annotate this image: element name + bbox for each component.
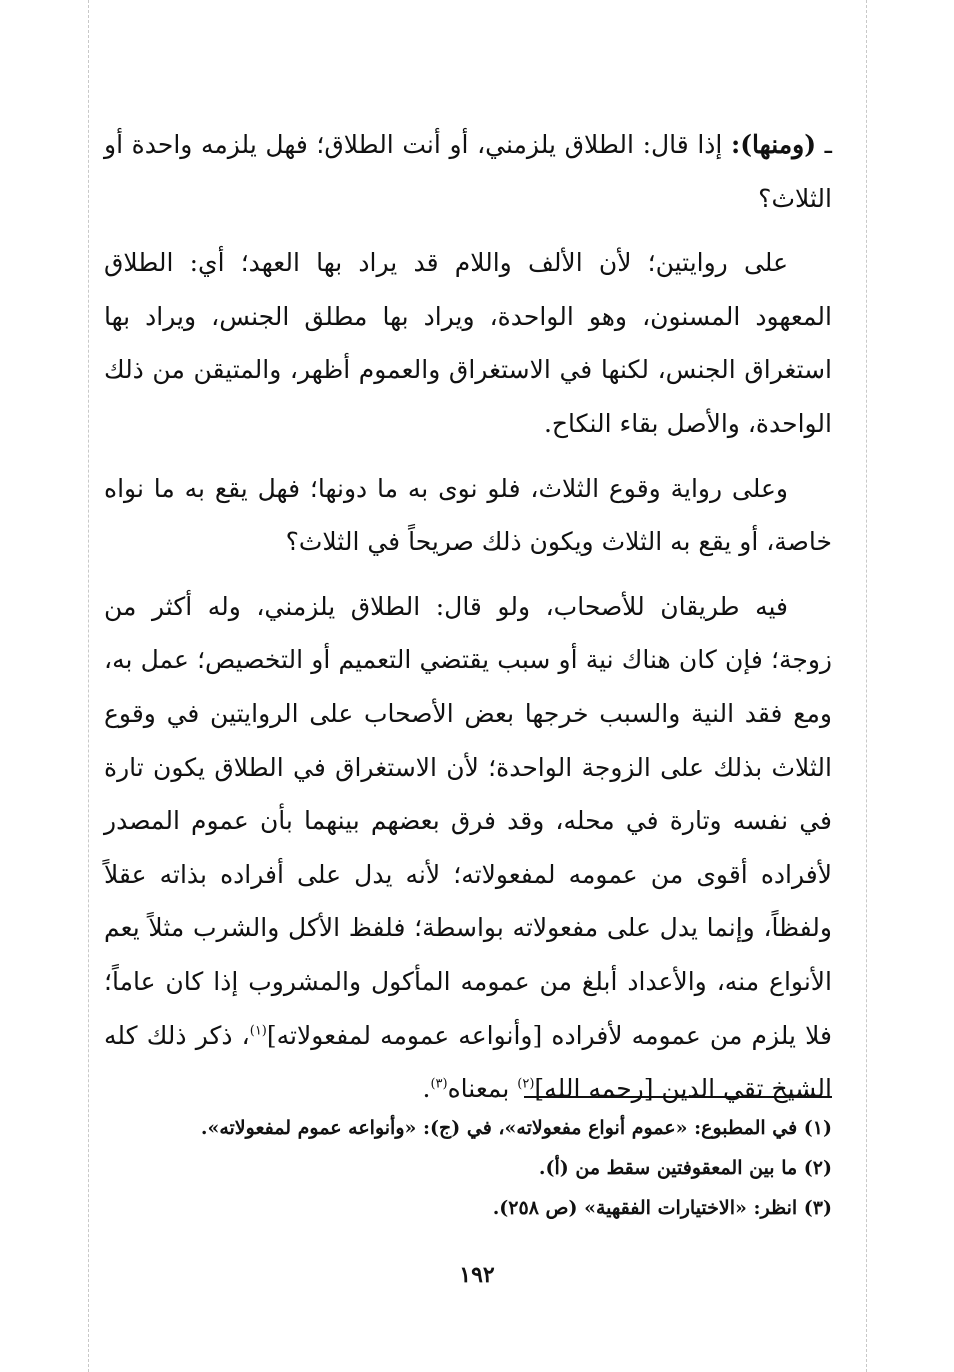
- footnote-2: (٢) ما بين المعقوفتين سقط من (أ).: [538, 1157, 832, 1179]
- paragraph-4-text-b: ، ذكر ذلك كله الشيخ تقي الدين [رحمه الله]: [104, 1020, 832, 1104]
- paragraph-3: وعلى رواية وقوع الثلاث، فلو نوى به ما دونها؛ فهل يقع به ما نواه خاصة، أو يقع به الثلاث ويكون ذلك صريحاً في الثلاث؟: [104, 473, 832, 557]
- scan-margin-line-left: [88, 0, 89, 1372]
- footnote-ref-2: (٢): [517, 1076, 535, 1092]
- footnotes: [132, 1108, 832, 1228]
- paragraph-1: [104, 118, 832, 225]
- paragraph-4-text-a: فيه طريقان للأصحاب، ولو قال: الطلاق يلزمني، وله أكثر من زوجة؛ فإن كان هناك نية أو سبب يقتضي التعميم أو التخصيص؛ عمل به، ومع فقد النية والسبب خرجها بعض الأصحاب على الروايتين في وقوع الثلاث بذلك على الزوجة الواحدة؛ لأن الاستغراق في الطلاق يكون تارة في نفسه وتارة في محله، وقد فرق بعضهم بينهما بأن عموم المصدر لأفراده أقوى من عمومه لمفعولاته؛ لأنه يدل على أفراده بذاته عقلاً ولفظاً، وإنما يدل على مفعولاته بواسطة؛ فلفظ الأكل والشرب مثلاً يعم الأنواع منه، والأعداد أبلغ من عمومه المأكول والمشروب إذا كان عاماً؛ فلا يلزم من عمومه لأفراده [وأنواعه عمومه لمفعولاته]: [104, 591, 832, 1050]
- paragraph-2: على روايتين؛ لأن الألف واللام قد يراد بها العهد؛ أي: الطلاق المعهود المسنون، وهو الواحدة، ويراد بها مطلق الجنس، ويراد بها استغراق الجنس، لكنها في الاستغراق والعموم أظهر، والمتيقن من ذلك الواحدة، والأصل بقاء النكاح.: [104, 248, 832, 438]
- footnote-separator: [524, 1096, 832, 1098]
- paragraph-4: [104, 580, 832, 1116]
- paragraph-dash: ـ: [824, 130, 832, 159]
- footnote-ref-1: (١): [249, 1023, 267, 1039]
- footnote-1: (١) في المطبوع: «عموم أنواع مفعولاته»، في (ج): «وأنواعه عموم لمفعولاته».: [200, 1117, 832, 1139]
- page-body: [104, 118, 832, 1127]
- footnote-3: (٣) انظر: «الاختيارات الفقهية» (ص ٢٥٨).: [492, 1197, 832, 1219]
- footnote-ref-3: (٣): [430, 1076, 448, 1092]
- paragraph-1-text: إذا قال: الطلاق يلزمني، أو أنت الطلاق؛ فهل يلزمه واحدة أو الثلاث؟: [104, 130, 832, 213]
- page-number: ١٩٢: [459, 1262, 495, 1288]
- paragraph-4-text-c: بمعناه: [447, 1074, 518, 1104]
- paragraph-lead: (ومنها):: [731, 130, 817, 159]
- paragraph-4-text-d: .: [422, 1074, 431, 1104]
- scan-margin-line-right: [866, 0, 867, 1372]
